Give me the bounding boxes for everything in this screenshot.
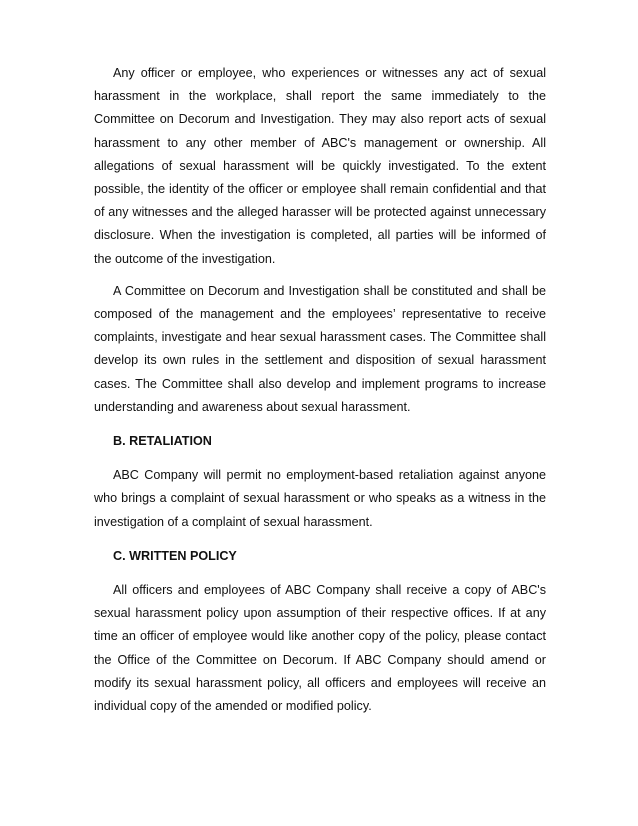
written-policy-paragraph: All officers and employees of ABC Company shall receive a copy of ABC's sexual harassment policy upon assumption of their respective offices. If at any time an officer of employee would like another copy of the policy, please contact the Office of the Committee on Decorum. If ABC Company should amend or modify its sexual harassment policy, all officers and employees will receive an individual copy of the amended or modified policy. [94,583,546,714]
written-policy-heading: C. WRITTEN POLICY [113,548,237,563]
reporting-paragraph: Any officer or employee, who experiences or witnesses any act of sexual harassment in the workplace, shall report the same immediately to the Committee on Decorum and Investigation. They may also report acts of sexual harassment to any other member of ABC's management or ownership. All allegations of sexual harassment will be quickly investigated. To the extent possible, the identity of the officer or employee shall remain confidential and that of any witnesses and the alleged harasser will be protected against unnecessary disclosure. When the investigation is completed, all parties will be informed of the outcome of the investigation. [94,66,546,266]
committee-paragraph: A Committee on Decorum and Investigation shall be constituted and shall be composed of the management and the employees’ representative to receive complaints, investigate and hear sexual harassment cases. The Committee shall develop its own rules in the settlement and disposition of sexual harassment cases. The Committee shall also develop and implement programs to increase understanding and awareness about sexual harassment. [94,283,546,414]
document-page [94,62,546,718]
retaliation-paragraph: ABC Company will permit no employment-based retaliation against anyone who brings a complaint of sexual harassment or who speaks as a witness in the investigation of a complaint of sexual harassment. [94,468,546,529]
retaliation-heading: B. RETALIATION [113,434,212,449]
